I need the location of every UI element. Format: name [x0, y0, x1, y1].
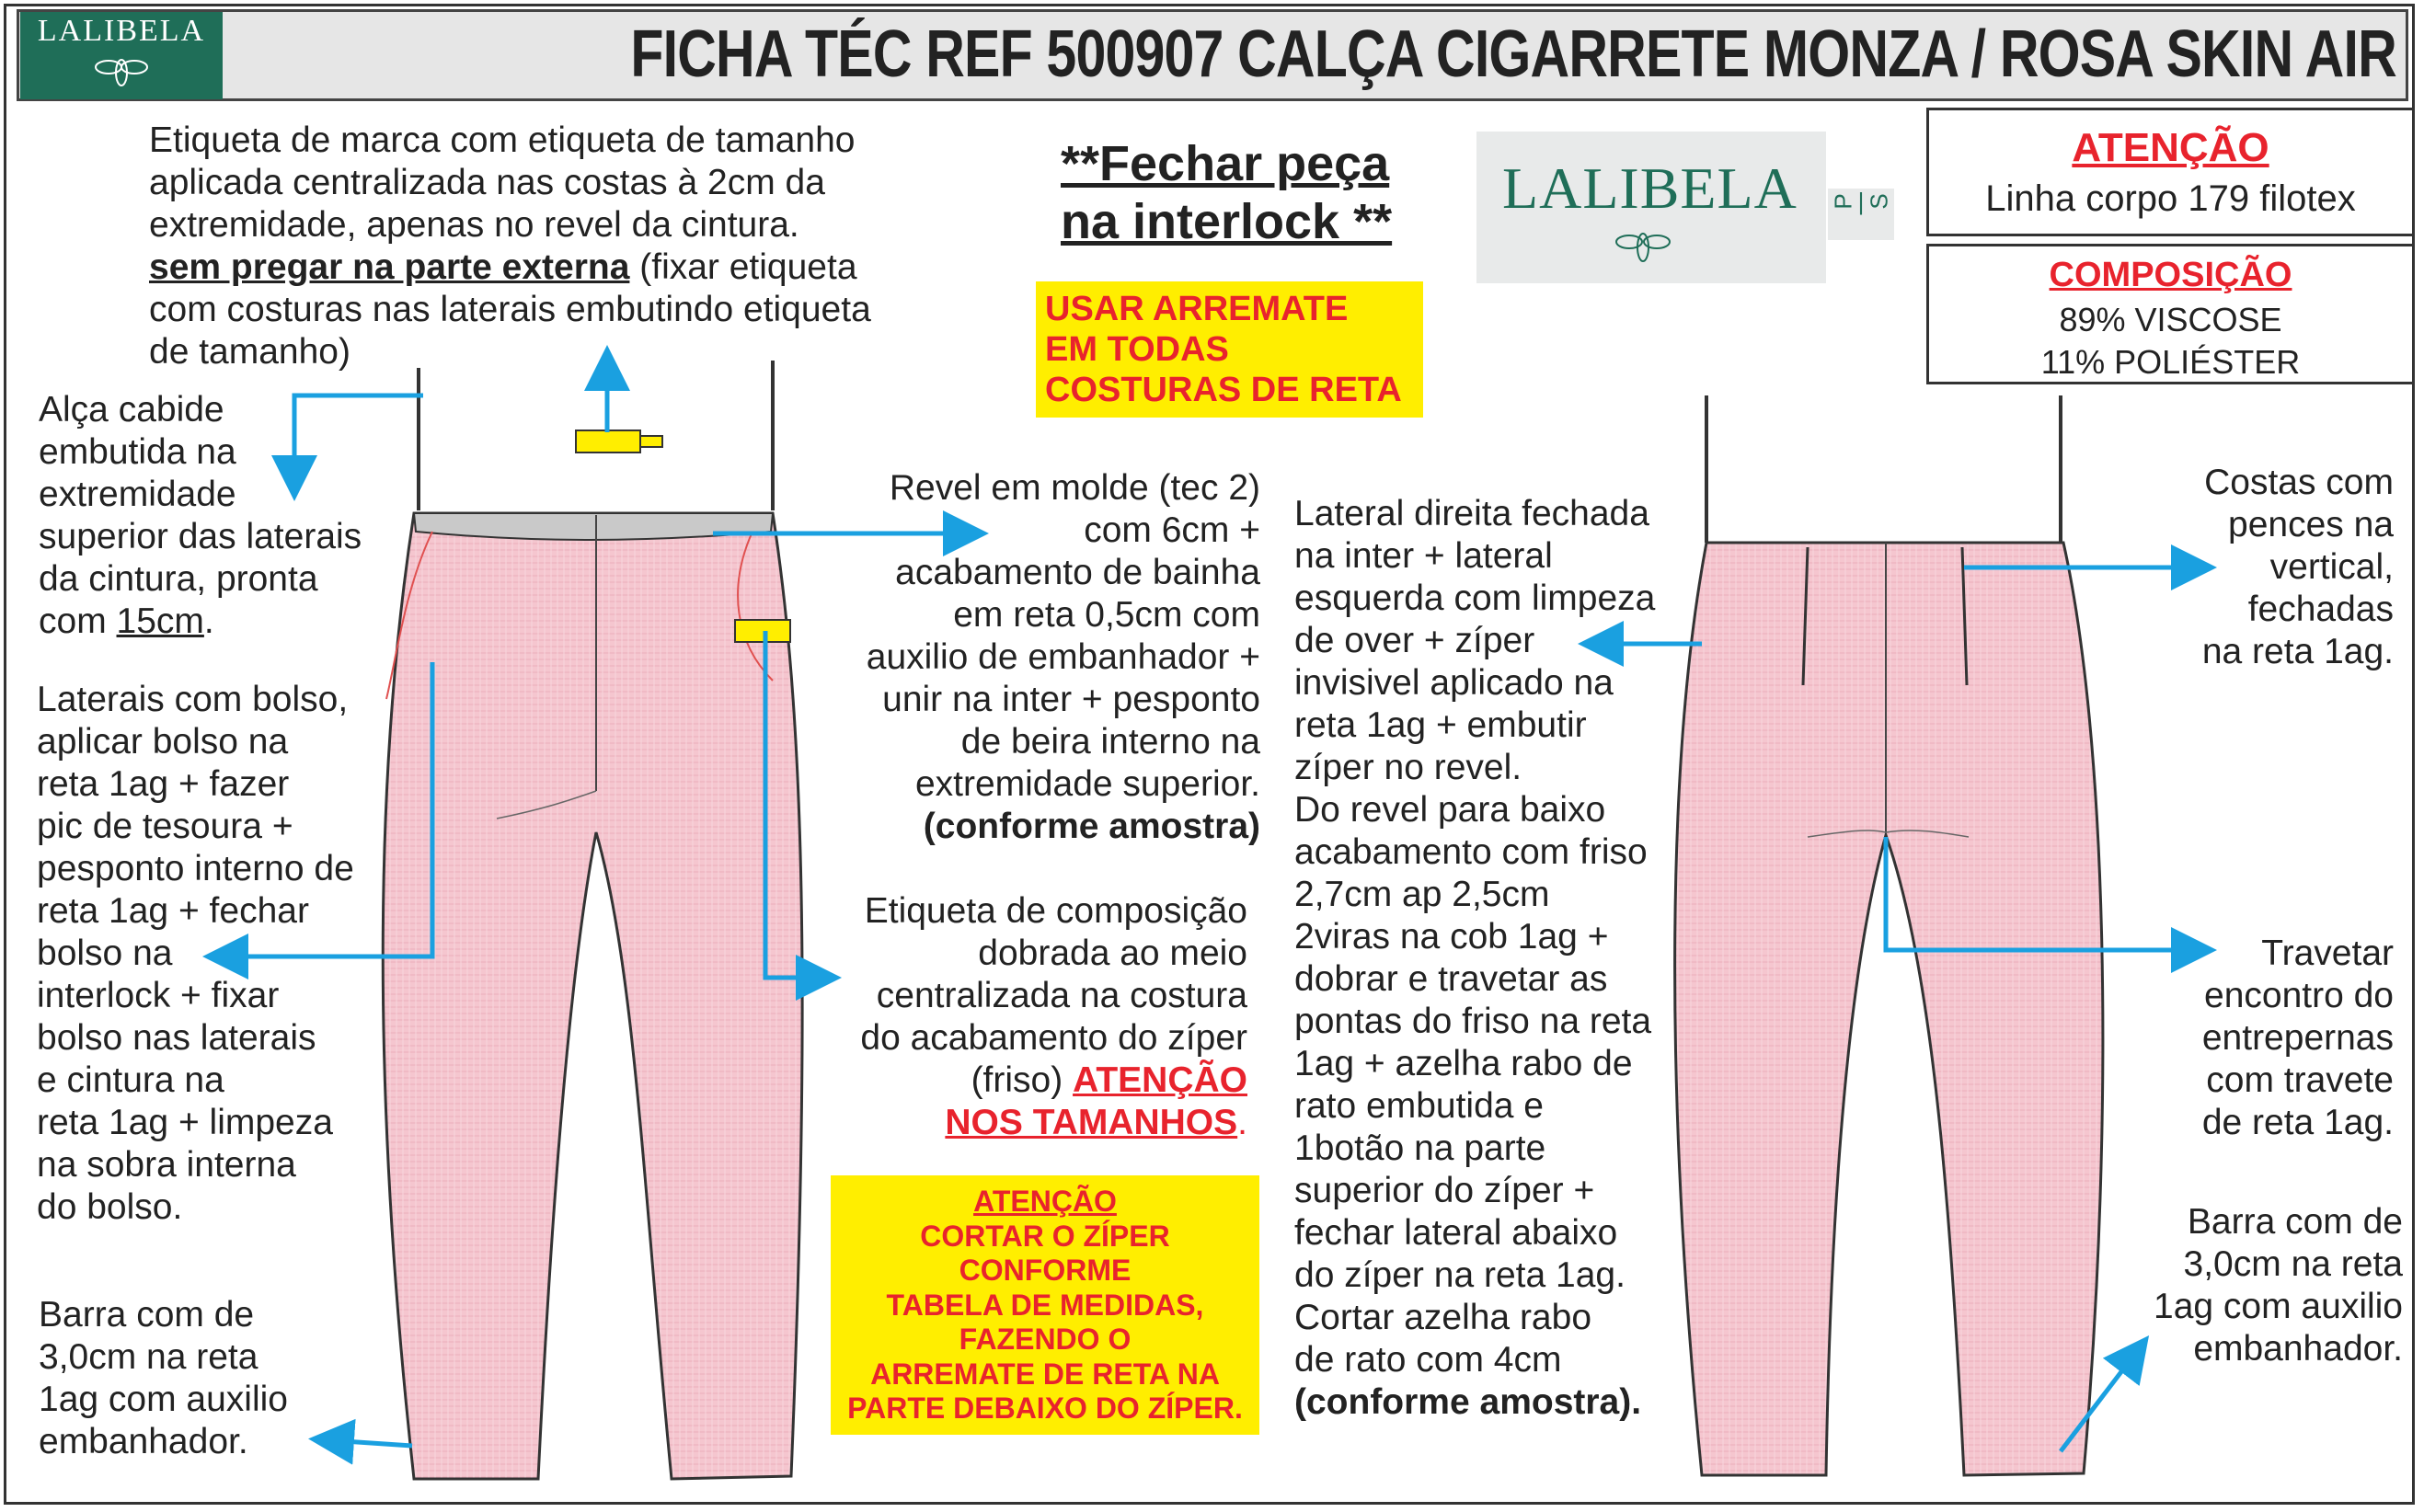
back-darts-note: Costas com pences na vertical, fechadas na reta 1ag. [2201, 463, 2394, 671]
attention-box [1926, 108, 2415, 236]
arremate-line-3: COSTURAS DE RETA [1045, 371, 1402, 409]
comp-label-end: . [1237, 1103, 1247, 1142]
arremate-line-1: USAR ARREMATE [1045, 290, 1349, 328]
close-interlock-line-1: **Fechar peça [1061, 136, 1390, 191]
brand-label-line: extremidade, apenas no revel da cintura. [149, 205, 799, 245]
side-seam-bold: (conforme amostra). [1294, 1382, 1642, 1422]
comp-label-sizes: NOS TAMANHOS [945, 1103, 1238, 1142]
composition-title: COMPOSIÇÃO [2049, 256, 2292, 294]
front-pants-drawing [383, 361, 802, 1479]
zipper-warning-line: FAZENDO O [959, 1323, 1132, 1356]
arremate-warning [1036, 281, 1423, 418]
size-tag-s: S [1865, 193, 1893, 210]
zipper-warning-line: ARREMATE DE RETA NA [870, 1357, 1220, 1391]
comp-label-attention: ATENÇÃO [1073, 1060, 1247, 1100]
composition-label-note [791, 890, 1247, 1144]
bee-icon [1611, 225, 1675, 266]
brand-label-line: Etiqueta de marca com etiqueta de tamanho [149, 120, 856, 160]
hanger-loop-note [39, 389, 362, 643]
composition-box [1926, 244, 2415, 384]
zipper-warning-title: ATENÇÃO [973, 1185, 1117, 1218]
side-seam-text: Lateral direita fechada na inter + lateral esquerda com limpeza de over + zíper invisivel aplicado na reta 1ag + embutir zíper no revel. Do revel para baixo acabamento com friso 2,7cm ap 2,5cm 2viras na cob 1ag + dobrar e travetar as pontas do friso na reta 1ag + azelha rabo de rato embutida e 1botão na parte superior do zíper + fechar lateral abaixo do zíper na reta 1ag. Cortar azelha rabo de rato com 4cm [1294, 494, 1656, 1380]
composition-line-2: 11% POLIÉSTER [2040, 343, 2301, 381]
comp-label-text: Etiqueta de composição dobrada ao meio centralizada na costura do acabamento do zíper (friso) [860, 891, 1247, 1100]
pockets-note: Laterais com bolso, aplicar bolso na reta 1ag + fazer pic de tesoura + pesponto interno de reta 1ag + fechar bolso na interlock + fixar bolso nas laterais e cintura na reta 1ag + limpeza na sobra interna do bolso. [37, 680, 354, 1227]
size-tag-p: P [1829, 193, 1857, 210]
hem-right-note: Barra com de 3,0cm na reta 1ag com auxilio embanhador. [2154, 1202, 2403, 1369]
facing-bold: (conforme amostra) [923, 807, 1260, 846]
zipper-warning [831, 1175, 1259, 1435]
facing-note [810, 467, 1260, 848]
brand-label-card [1476, 132, 1893, 283]
attention-title: ATENÇÃO [2072, 125, 2269, 170]
hanger-loop-text: Alça cabide embutida na extremidade superior das laterais da cintura, pronta com [39, 390, 362, 641]
arremate-line-2: EM TODAS [1045, 330, 1229, 369]
hanger-loop-end: . [203, 601, 214, 641]
side-seam-note [1294, 493, 1655, 1424]
zipper-warning-line: PARTE DEBAIXO DO ZÍPER. [847, 1392, 1243, 1425]
brand-label-emphasis: sem pregar na parte externa [149, 247, 630, 287]
attention-line: Linha corpo 179 filotex [1985, 178, 2356, 219]
close-interlock-line-2: na interlock ** [1061, 194, 1393, 249]
brand-label-line: aplicada centralizada nas costas à 2cm da [149, 163, 825, 202]
header-logo-text: LALIBELA [37, 14, 206, 48]
size-tag: P | S [1828, 189, 1894, 240]
brand-card-name: LALIBELA [1502, 155, 1798, 221]
back-pants-drawing [1675, 395, 2103, 1475]
zipper-warning-line: CORTAR O ZÍPER [920, 1219, 1170, 1253]
brand-label-rest: (fixar etiqueta com costuras nas laterais embutindo etiqueta de tamanho) [149, 247, 871, 372]
composition-line-1: 89% VISCOSE [2059, 301, 2282, 338]
crotch-note: Travetar encontro do entrepernas com travete de reta 1ag. [2201, 934, 2394, 1142]
hem-left-note: Barra com de 3,0cm na reta 1ag com auxilio embanhador. [39, 1295, 288, 1461]
hanger-loop-size: 15cm [116, 601, 204, 641]
page-title: FICHA TÉC REF 500907 CALÇA CIGARRETE MONZA / ROSA SKIN AIR [630, 17, 2396, 91]
zipper-warning-line: CONFORME [959, 1254, 1132, 1287]
brand-label-note [149, 120, 871, 373]
zipper-warning-line: TABELA DE MEDIDAS, [886, 1288, 1204, 1322]
facing-text: Revel em molde (tec 2) com 6cm + acabamento de bainha em reta 0,5cm com auxilio de embanhador + unir na inter + pesponto de beira interno na extremidade superior. [866, 468, 1260, 804]
